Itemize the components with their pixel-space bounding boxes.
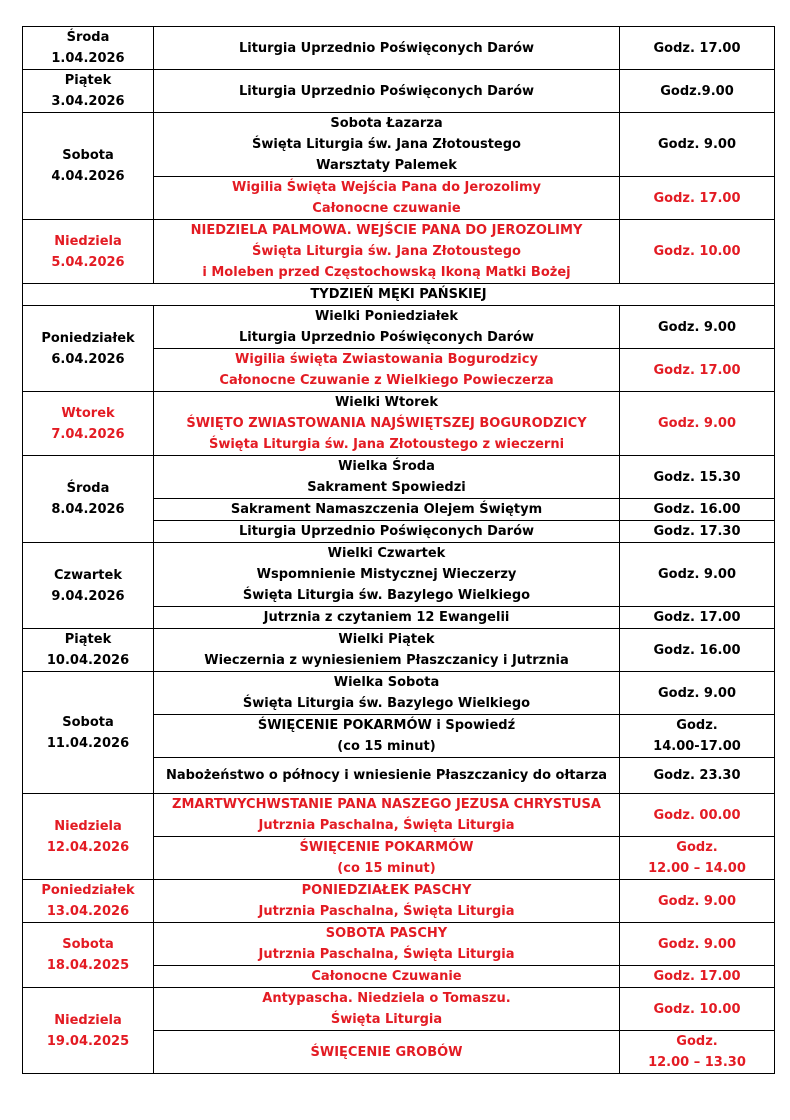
- text-line: Godz. 9.00: [657, 685, 736, 701]
- text-line: Godz. 16.00: [653, 642, 741, 658]
- schedule-row: [23, 543, 775, 607]
- text-line: Godz. 10.00: [653, 1001, 741, 1017]
- text-line: Środa: [66, 30, 110, 45]
- text-line: 4.04.2026: [51, 169, 125, 184]
- time-cell: [620, 456, 775, 499]
- text-line: Całonocne Czuwanie: [311, 969, 462, 984]
- time-cell: [620, 543, 775, 607]
- text-line: Całonocne Czuwanie z Wielkiego Powieczerza: [219, 373, 554, 388]
- time-cell: [620, 923, 775, 966]
- day-cell: [23, 220, 154, 284]
- text-line: Jutrznia Paschalna, Święta Liturgia: [258, 818, 515, 833]
- text-line: Wielka Sobota: [333, 675, 440, 690]
- time-cell: [620, 837, 775, 880]
- time-cell: [620, 607, 775, 629]
- text-line: 12.04.2026: [46, 839, 130, 855]
- text-line: Liturgia Uprzednio Poświęconych Darów: [238, 330, 535, 345]
- text-line: Całonocne czuwanie: [312, 201, 461, 216]
- time-cell: [620, 70, 775, 113]
- text-line: Liturgia Uprzednio Poświęconych Darów: [238, 524, 535, 539]
- text-line: Wieczernia z wyniesieniem Płaszczanicy i Jutrznia: [204, 653, 569, 668]
- day-cell: [23, 392, 154, 456]
- event-cell: [154, 758, 620, 794]
- schedule-row: [23, 306, 775, 349]
- text-line: Niedziela: [54, 233, 122, 249]
- schedule-row: [23, 456, 775, 499]
- text-line: Sobota: [62, 148, 114, 163]
- time-cell: [620, 880, 775, 923]
- text-line: (co 15 minut): [337, 861, 436, 876]
- event-cell: [154, 70, 620, 113]
- text-line: Wielki Piątek: [338, 632, 435, 647]
- schedule-row: [23, 923, 775, 966]
- schedule-row: [23, 70, 775, 113]
- text-line: Godz. 17.00: [653, 362, 741, 378]
- day-cell: [23, 629, 154, 672]
- event-cell: [154, 177, 620, 220]
- text-line: Godz. 17.30: [653, 524, 741, 539]
- text-line: 12.00 – 14.00: [648, 861, 746, 876]
- text-line: Godz. 9.00: [657, 893, 736, 909]
- time-cell: [620, 349, 775, 392]
- event-cell: [154, 988, 620, 1031]
- event-cell: [154, 499, 620, 521]
- time-cell: [620, 177, 775, 220]
- schedule-row: [23, 27, 775, 70]
- text-line: Święta Liturgia św. Jana Złotoustego z wieczerni: [208, 437, 565, 452]
- event-cell: [154, 349, 620, 392]
- event-cell: [154, 220, 620, 284]
- event-cell: [154, 672, 620, 715]
- event-cell: [154, 113, 620, 177]
- text-line: Święta Liturgia św. Jana Złotoustego: [252, 244, 521, 259]
- text-line: Niedziela: [54, 818, 122, 834]
- text-line: NIEDZIELA PALMOWA. WEJŚCIE PANA DO JEROZOLIMY: [190, 223, 583, 238]
- day-cell: [23, 880, 154, 923]
- time-cell: [620, 1031, 775, 1074]
- text-line: Środa: [66, 481, 110, 496]
- text-line: Godz. 00.00: [653, 807, 741, 823]
- text-line: Godz.: [676, 840, 718, 855]
- text-line: 14.00-17.00: [653, 739, 741, 754]
- time-cell: [620, 629, 775, 672]
- text-line: 13.04.2026: [46, 904, 130, 919]
- text-line: 9.04.2026: [51, 588, 125, 604]
- text-line: 11.04.2026: [46, 735, 130, 751]
- text-line: Wigilia święta Zwiastowania Bogurodzicy: [235, 352, 538, 367]
- text-line: Wtorek: [61, 405, 115, 421]
- schedule-row: [23, 672, 775, 715]
- text-line: Godz.: [676, 718, 718, 733]
- time-cell: [620, 758, 775, 794]
- time-cell: [620, 27, 775, 70]
- day-cell: [23, 27, 154, 70]
- time-cell: [620, 966, 775, 988]
- schedule-table: [22, 26, 775, 1074]
- text-line: 1.04.2026: [51, 51, 125, 66]
- text-line: Święta Liturgia: [330, 1012, 443, 1027]
- text-line: 6.04.2026: [51, 351, 125, 367]
- text-line: Warsztaty Palemek: [316, 158, 457, 173]
- time-cell: [620, 113, 775, 177]
- text-line: Piątek: [64, 73, 112, 88]
- text-line: Godz. 9.00: [657, 936, 736, 952]
- schedule-row: [23, 113, 775, 177]
- day-cell: [23, 306, 154, 392]
- text-line: ŚWIĘCENIE POKARMÓW i Spowiedź: [257, 718, 516, 733]
- text-line: Sakrament Namaszczenia Olejem Świętym: [230, 502, 543, 517]
- text-line: Godz. 9.00: [657, 137, 736, 152]
- text-line: Godz. 16.00: [653, 502, 741, 517]
- event-cell: [154, 521, 620, 543]
- schedule-row: [23, 880, 775, 923]
- time-cell: [620, 521, 775, 543]
- text-line: Sobota: [62, 714, 114, 730]
- event-cell: [154, 392, 620, 456]
- text-line: Poniedziałek: [41, 330, 135, 346]
- text-line: (co 15 minut): [337, 739, 436, 754]
- text-line: ŚWIĘTO ZWIASTOWANIA NAJŚWIĘTSZEJ BOGURODZICY: [186, 416, 587, 431]
- text-line: Święta Liturgia św. Jana Złotoustego: [252, 137, 521, 152]
- time-cell: [620, 715, 775, 758]
- text-line: 8.04.2026: [51, 502, 125, 517]
- text-line: Godz. 10.00: [653, 244, 741, 259]
- text-line: Sobota Łazarza: [330, 116, 443, 131]
- text-line: SOBOTA PASCHY: [325, 926, 448, 941]
- day-cell: [23, 672, 154, 794]
- day-cell: [23, 794, 154, 880]
- text-line: ŚWIĘCENIE POKARMÓW: [299, 840, 474, 855]
- event-cell: [154, 306, 620, 349]
- time-cell: [620, 988, 775, 1031]
- day-cell: [23, 988, 154, 1074]
- text-line: Godz. 17.00: [653, 40, 741, 56]
- time-cell: [620, 220, 775, 284]
- text-line: Poniedziałek: [41, 883, 135, 898]
- text-line: Godz. 23.30: [653, 768, 741, 783]
- event-cell: [154, 629, 620, 672]
- event-cell: [154, 27, 620, 70]
- day-cell: [23, 456, 154, 543]
- text-line: Święta Liturgia św. Bazylego Wielkiego: [242, 588, 531, 603]
- text-line: Godz. 9.00: [657, 319, 736, 335]
- text-line: 12.00 – 13.30: [648, 1055, 746, 1070]
- text-line: ZMARTWYCHWSTANIE PANA NASZEGO JEZUSA CHRYSTUSA: [172, 797, 601, 812]
- text-line: Sobota: [62, 937, 114, 952]
- event-cell: [154, 794, 620, 837]
- text-line: Jutrznia z czytaniem 12 Ewangelii: [263, 610, 510, 625]
- text-line: Godz. 17.00: [653, 610, 741, 625]
- text-line: Wielki Czwartek: [327, 546, 446, 561]
- text-line: Liturgia Uprzednio Poświęconych Darów: [238, 83, 535, 99]
- text-line: 5.04.2026: [51, 254, 125, 270]
- schedule-row: [23, 392, 775, 456]
- event-cell: [154, 456, 620, 499]
- schedule-row: [23, 794, 775, 837]
- text-line: 10.04.2026: [46, 653, 130, 668]
- time-cell: [620, 499, 775, 521]
- text-line: Wigilia Święta Wejścia Pana do Jerozolimy: [232, 180, 541, 195]
- text-line: Jutrznia Paschalna, Święta Liturgia: [258, 947, 515, 962]
- schedule-row: [23, 629, 775, 672]
- text-line: 7.04.2026: [51, 426, 125, 442]
- schedule-row: [23, 988, 775, 1031]
- text-line: Czwartek: [54, 567, 122, 583]
- time-cell: [620, 672, 775, 715]
- event-cell: [154, 1031, 620, 1074]
- text-line: Godz.9.00: [660, 83, 734, 99]
- day-cell: [23, 113, 154, 220]
- text-line: PONIEDZIAŁEK PASCHY: [301, 883, 472, 898]
- text-line: 18.04.2025: [46, 958, 130, 973]
- text-line: 19.04.2025: [46, 1033, 130, 1049]
- text-line: Wielki Poniedziałek: [314, 309, 459, 324]
- text-line: ŚWIĘCENIE GROBÓW: [310, 1044, 463, 1060]
- day-cell: [23, 543, 154, 629]
- event-cell: [154, 837, 620, 880]
- day-cell: [23, 923, 154, 988]
- text-line: i Moleben przed Częstochowską Ikoną Matki Bożej: [202, 265, 571, 280]
- text-line: Godz. 17.00: [653, 969, 741, 984]
- text-line: Święta Liturgia św. Bazylego Wielkiego: [242, 696, 531, 711]
- time-cell: [620, 392, 775, 456]
- event-cell: [154, 607, 620, 629]
- event-cell: [154, 880, 620, 923]
- section-title: TYDZIEŃ MĘKI PAŃSKIEJ: [23, 284, 775, 306]
- text-line: Niedziela: [54, 1012, 122, 1028]
- text-line: Piątek: [64, 632, 112, 647]
- time-cell: [620, 306, 775, 349]
- text-line: Liturgia Uprzednio Poświęconych Darów: [238, 40, 535, 56]
- text-line: Godz. 17.00: [653, 190, 741, 206]
- text-line: Jutrznia Paschalna, Święta Liturgia: [258, 904, 515, 919]
- day-cell: [23, 70, 154, 113]
- event-cell: [154, 715, 620, 758]
- text-line: Godz. 9.00: [657, 567, 736, 582]
- text-line: Wielka Środa: [338, 459, 435, 474]
- event-cell: [154, 966, 620, 988]
- time-cell: [620, 794, 775, 837]
- section-row: [23, 284, 775, 306]
- text-line: Wspomnienie Mistycznej Wieczerzy: [256, 567, 517, 582]
- text-line: Godz.: [676, 1034, 718, 1049]
- text-line: Antypascha. Niedziela o Tomaszu.: [262, 991, 511, 1006]
- text-line: Godz. 15.30: [653, 469, 741, 485]
- schedule-body: [23, 27, 775, 1074]
- text-line: Wielki Wtorek: [334, 395, 439, 410]
- text-line: Nabożeństwo o północy i wniesienie Płaszczanicy do ołtarza: [165, 768, 608, 783]
- text-line: Godz. 9.00: [657, 416, 736, 431]
- event-cell: [154, 543, 620, 607]
- schedule-row: [23, 220, 775, 284]
- event-cell: [154, 923, 620, 966]
- text-line: Sakrament Spowiedzi: [307, 480, 466, 495]
- text-line: 3.04.2026: [51, 94, 125, 109]
